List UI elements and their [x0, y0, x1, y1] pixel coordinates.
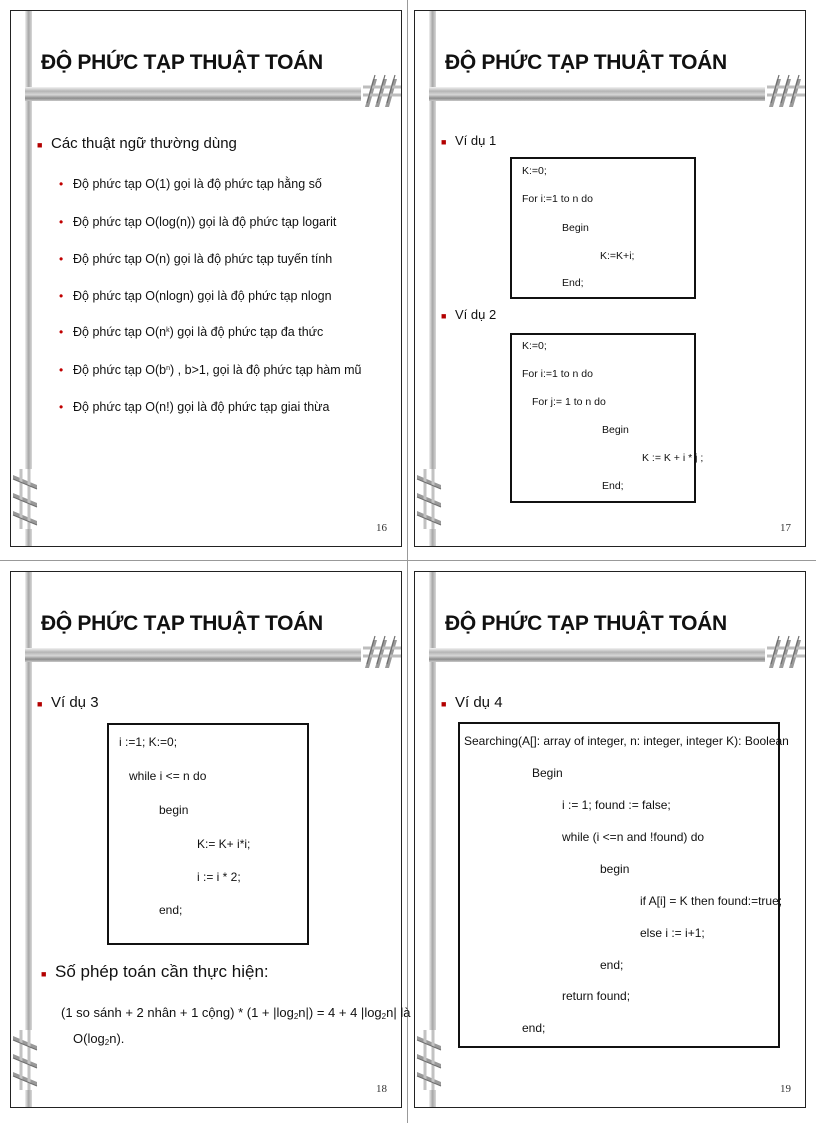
example-3-label: ■ Ví dụ 3 — [37, 694, 99, 711]
corner-ornament-icon — [361, 634, 401, 668]
code-line: begin — [159, 803, 189, 817]
dot-bullet-icon: • — [59, 177, 64, 191]
dot-bullet-icon: • — [59, 400, 64, 414]
example-2-label: ■ Ví dụ 2 — [441, 307, 497, 322]
slide-title: ĐỘ PHỨC TẠP THUẬT TOÁN — [41, 612, 323, 635]
frame-rail — [25, 648, 401, 662]
code-line: K:= K+ i*i; — [197, 837, 251, 851]
code-line: For i:=1 to n do — [522, 193, 593, 205]
corner-ornament-icon — [361, 73, 401, 107]
slide-18 — [10, 571, 411, 1108]
code-line: Begin — [532, 766, 563, 780]
ops-heading: ■ Số phép toán cần thực hiện: — [41, 962, 269, 981]
code-line: if A[i] = K then found:=true; — [640, 894, 783, 908]
side-ornament-icon — [415, 469, 445, 529]
dot-bullet-icon: • — [59, 363, 64, 377]
code-line: end; — [522, 1021, 546, 1035]
list-item: • Độ phức tạp O(n!) gọi là độ phức tạp giai thừa — [59, 400, 330, 414]
code-line: K := K + i * j ; — [642, 452, 704, 464]
slide-title: ĐỘ PHỨC TẠP THUẬT TOÁN — [445, 612, 727, 635]
dot-bullet-icon: • — [59, 325, 64, 339]
code-box-example-3 — [107, 723, 309, 945]
code-line: For j:= 1 to n do — [532, 396, 606, 408]
code-line: Searching(A[]: array of integer, n: integer, integer K): Boolean — [464, 734, 789, 748]
slide-title: ĐỘ PHỨC TẠP THUẬT TOÁN — [445, 51, 727, 74]
formula-line-2: $O(\log_2n)$. — [73, 1031, 125, 1047]
example-1-label: ■ Ví dụ 1 — [441, 133, 497, 148]
dot-bullet-icon: • — [59, 215, 64, 229]
code-line: while (i <=n and !found) do — [562, 830, 705, 844]
code-line: End; — [562, 277, 584, 289]
square-bullet-icon: ■ — [37, 140, 43, 150]
code-line: K:=0; — [522, 340, 547, 352]
slide-title: ĐỘ PHỨC TẠP THUẬT TOÁN — [41, 51, 323, 74]
list-item: • Độ phức tạp O(nlogn) gọi là độ phức tạp nlogn — [59, 289, 332, 303]
code-line: i :=1; K:=0; — [119, 735, 178, 749]
code-line: K:=0; — [522, 165, 547, 177]
code-box-example-1 — [510, 157, 696, 299]
side-ornament-icon — [11, 1030, 41, 1090]
square-bullet-icon: ■ — [441, 699, 447, 709]
slide-17 — [414, 10, 806, 547]
code-line: end; — [600, 958, 624, 972]
page-number: 17 — [780, 522, 791, 534]
slide-16 — [10, 10, 402, 547]
page-number: 16 — [376, 522, 387, 534]
page-number: 19 — [780, 1083, 791, 1095]
square-bullet-icon: ■ — [441, 311, 447, 321]
code-line: K:=K+i; — [600, 250, 635, 262]
side-ornament-icon — [415, 1030, 445, 1090]
code-line: i := i * 2; — [197, 870, 241, 884]
page-number: 18 — [376, 1083, 387, 1095]
corner-ornament-icon — [765, 73, 805, 107]
code-box-example-4 — [458, 722, 789, 1048]
square-bullet-icon: ■ — [37, 699, 43, 709]
code-line: else i := i+1; — [640, 926, 705, 940]
list-item: • Độ phức tạp $O(b^n)$ , b>1, gọi là độ phức tạp hàm mũ — [59, 363, 362, 377]
corner-ornament-icon — [765, 634, 805, 668]
code-line: End; — [602, 480, 624, 492]
list-item: • Độ phức tạp O(log(n)) gọi là độ phức tạp logarit — [59, 215, 337, 229]
dot-bullet-icon: • — [59, 289, 64, 303]
code-line: Begin — [602, 424, 629, 436]
page-divider-vertical — [407, 0, 408, 1123]
frame-rail — [429, 87, 805, 101]
bullet-heading: ■ Các thuật ngữ thường dùng — [37, 135, 237, 152]
square-bullet-icon: ■ — [441, 137, 447, 147]
list-item: • Độ phức tạp O(1) gọi là độ phức tạp hằng số — [59, 177, 322, 191]
code-line: return found; — [562, 989, 631, 1003]
example-4-label: ■ Ví dụ 4 — [441, 694, 503, 711]
list-item: • Độ phức tạp $O(n^k)$ gọi là độ phức tạp đa thức — [59, 325, 324, 339]
code-line: Begin — [562, 222, 589, 234]
code-line: For i:=1 to n do — [522, 368, 593, 380]
dot-bullet-icon: • — [59, 252, 64, 266]
code-line: i := 1; found := false; — [562, 798, 671, 812]
code-line: end; — [159, 903, 183, 917]
page-divider-horizontal — [0, 560, 816, 561]
code-line: while i <= n do — [129, 769, 207, 783]
slide-19 — [414, 571, 806, 1108]
frame-rail — [429, 648, 805, 662]
frame-rail — [25, 87, 401, 101]
square-bullet-icon: ■ — [41, 969, 47, 979]
code-box-example-2 — [510, 333, 704, 503]
code-line: begin — [600, 862, 630, 876]
list-item: • Độ phức tạp O(n) gọi là độ phức tạp tuyến tính — [59, 252, 333, 266]
formula-line-1: (1 so sánh + 2 nhân + 1 cộng) * $(1 + |\log_2n|) = 4 + 4$ $|\log_2n|$ là — [61, 1005, 411, 1021]
side-ornament-icon — [11, 469, 41, 529]
